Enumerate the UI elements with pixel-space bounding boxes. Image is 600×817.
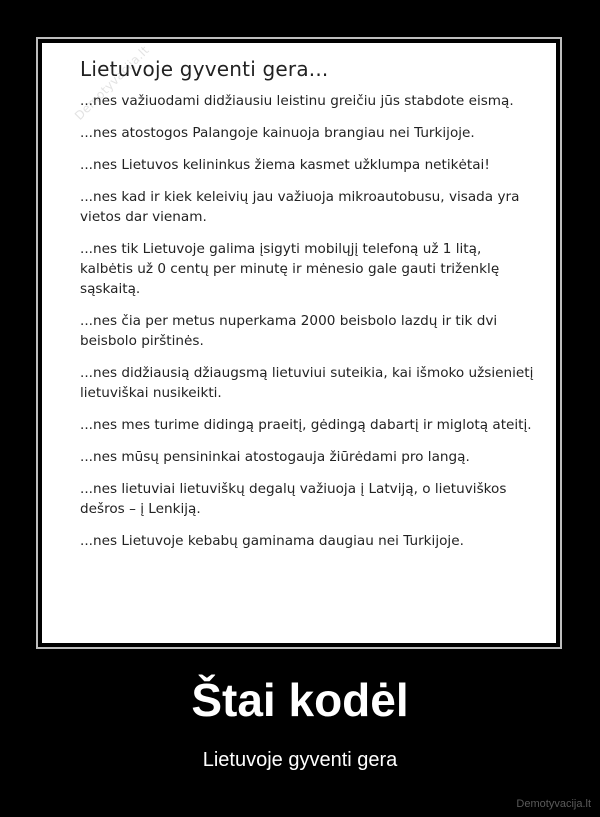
site-credit-link[interactable]: Demotyvacija.lt: [516, 798, 591, 810]
reason-item: ...nes mes turime didingą praeitį, gėdingą dabartį ir miglotą ateitį.: [80, 417, 532, 433]
caption-title: Štai kodėl: [191, 674, 409, 726]
reason-item: ...nes didžiausią džiaugsmą lietuviui suteikia, kai išmoko užsienietį lietuviškai nusikeikti.: [80, 365, 534, 401]
poster-title: Lietuvoje gyventi gera...: [80, 57, 329, 81]
reason-item: ...nes lietuviai lietuviškų degalų važiuoja į Latviją, o lietuviškos dešros – į Lenkiją.: [80, 481, 507, 517]
reason-item: ...nes čia per metus nuperkama 2000 beisbolo lazdų ir tik dvi beisbolo pirštinės.: [80, 313, 498, 349]
poster-watermark: Demotyvacija.lt: [72, 43, 152, 123]
reason-item: ...nes mūsų pensininkai atostogauja žiūrėdami pro langą.: [80, 449, 470, 465]
reason-item: ...nes tik Lietuvoje galima įsigyti mobilųjį telefoną už 1 litą, kalbėtis už 0 centų per minutę ir mėnesio gale gauti triženklę sąskaitą.: [80, 241, 500, 297]
reason-item: ...nes atostogos Palangoje kainuoja brangiau nei Turkijoje.: [80, 125, 475, 141]
reason-item: ...nes kad ir kiek keleivių jau važiuoja mikroautobusu, visada yra vietos dar vienam.: [80, 189, 520, 225]
reason-item: ...nes Lietuvoje kebabų gaminama daugiau nei Turkijoje.: [80, 533, 464, 549]
reason-item: ...nes Lietuvos kelininkus žiema kasmet užklumpa netikėtai!: [80, 157, 490, 173]
reason-item: ...nes važiuodami didžiausiu leistinu greičiu jūs stabdote eismą.: [80, 93, 514, 109]
reasons-list: [80, 91, 538, 551]
poster-content: [80, 57, 538, 563]
poster-frame: [36, 37, 562, 649]
caption-subtitle: Lietuvoje gyventi gera: [202, 749, 398, 771]
poster-image: [42, 43, 556, 643]
